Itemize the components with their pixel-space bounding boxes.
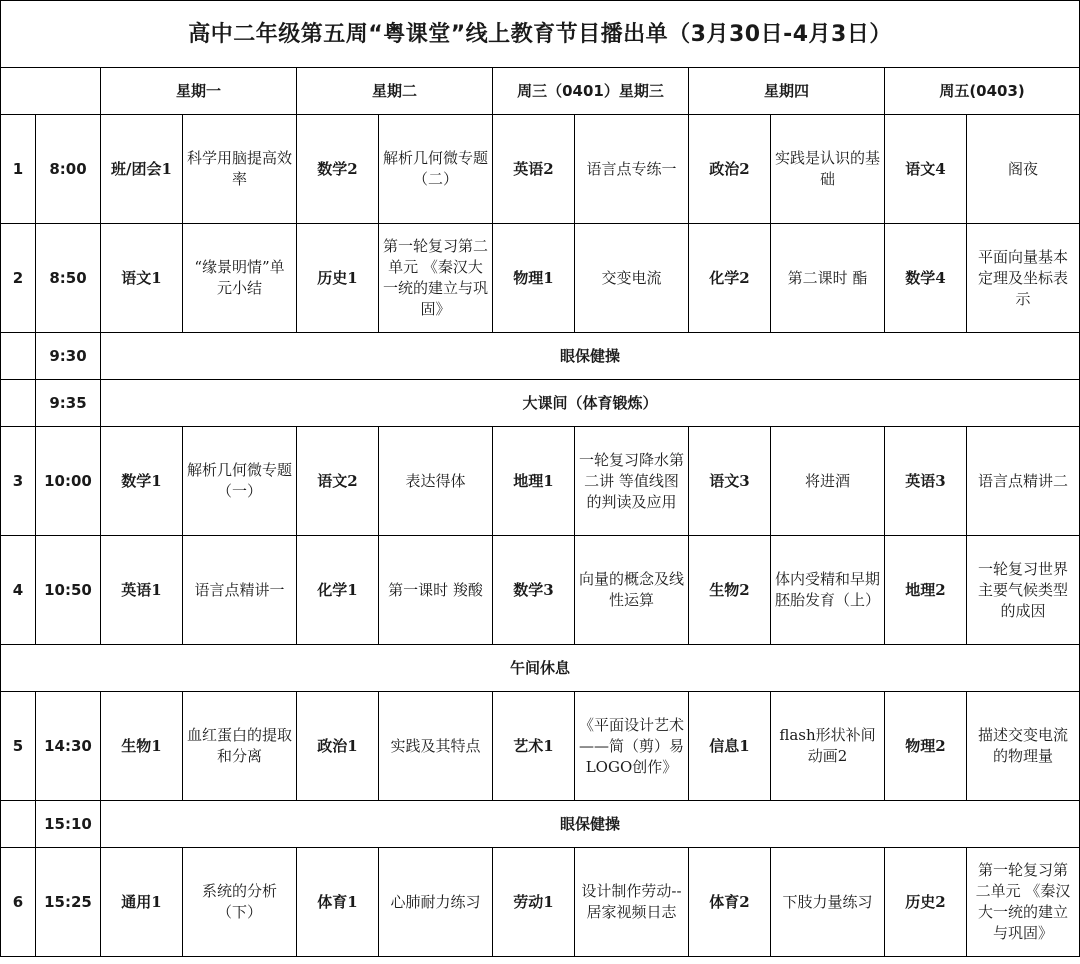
subject-cell (493, 427, 575, 536)
topic-cell: 描述交变电流的物理量 (967, 692, 1080, 801)
day-header: 星期二 (297, 68, 493, 115)
topic-cell: 语言点精讲一 (183, 536, 297, 645)
subject-label: 英语1 (121, 580, 162, 599)
subject-label: 体育2 (709, 892, 750, 911)
period-number: 1 (1, 115, 36, 224)
topic-cell: 第一轮复习第二单元 《秦汉大一统的建立与巩固》 (379, 224, 493, 333)
topic-cell: 一轮复习世界主要气候类型的成因 (967, 536, 1080, 645)
blank-cell (1, 380, 36, 427)
subject-cell (689, 224, 771, 333)
break-label: 眼保健操 (101, 801, 1080, 848)
period-time: 14:30 (36, 692, 101, 801)
subject-cell (297, 115, 379, 224)
subject-cell (101, 115, 183, 224)
subject-cell (297, 848, 379, 957)
subject-cell (885, 427, 967, 536)
subject-cell (493, 115, 575, 224)
subject-label: 数学2 (317, 159, 358, 178)
topic-cell: 解析几何微专题（二） (379, 115, 493, 224)
break-label: 午间休息 (1, 645, 1080, 692)
topic-cell: 一轮复习降水第二讲 等值线图的判读及应用 (575, 427, 689, 536)
topic-cell: 实践及其特点 (379, 692, 493, 801)
topic-cell: 交变电流 (575, 224, 689, 333)
period-time: 15:25 (36, 848, 101, 957)
subject-cell (885, 224, 967, 333)
subject-label: 语文4 (905, 159, 946, 178)
subject-cell (885, 848, 967, 957)
subject-cell (885, 692, 967, 801)
blank-cell (1, 333, 36, 380)
table-row (1, 115, 1080, 224)
subject-label: 生物1 (121, 736, 162, 755)
subject-label: 英语2 (513, 159, 554, 178)
break-row (1, 380, 1080, 427)
topic-cell: 《平面设计艺术——简（剪）易LOGO创作》 (575, 692, 689, 801)
period-number: 2 (1, 224, 36, 333)
subject-cell (297, 692, 379, 801)
subject-cell (493, 224, 575, 333)
period-number: 4 (1, 536, 36, 645)
topic-cell: 向量的概念及线性运算 (575, 536, 689, 645)
day-header: 周三（0401）星期三 (493, 68, 689, 115)
subject-label: 历史1 (317, 268, 358, 287)
subject-label: 语文2 (317, 471, 358, 490)
subject-cell (101, 427, 183, 536)
subject-label: 班/团会1 (111, 159, 172, 178)
subject-cell (493, 692, 575, 801)
break-label: 大课间（体育锻炼） (101, 380, 1080, 427)
subject-label: 语文3 (709, 471, 750, 490)
topic-cell: 平面向量基本定理及坐标表示 (967, 224, 1080, 333)
subject-label: 物理2 (905, 736, 946, 755)
subject-cell (297, 224, 379, 333)
topic-cell: 语言点精讲二 (967, 427, 1080, 536)
period-number: 6 (1, 848, 36, 957)
topic-cell: 将进酒 (771, 427, 885, 536)
topic-cell: 解析几何微专题（一） (183, 427, 297, 536)
subject-label: 数学4 (905, 268, 946, 287)
topic-cell: 下肢力量练习 (771, 848, 885, 957)
topic-cell: 第二课时 酯 (771, 224, 885, 333)
page-title: 高中二年级第五周“粤课堂”线上教育节目播出单（3月30日-4月3日） (1, 1, 1080, 68)
table-row (1, 536, 1080, 645)
table-row (1, 848, 1080, 957)
subject-cell (101, 692, 183, 801)
period-number: 5 (1, 692, 36, 801)
topic-cell: 系统的分析（下） (183, 848, 297, 957)
subject-label: 信息1 (709, 736, 750, 755)
subject-label: 通用1 (121, 892, 162, 911)
subject-cell (297, 536, 379, 645)
break-row (1, 645, 1080, 692)
subject-cell (493, 848, 575, 957)
subject-cell (689, 692, 771, 801)
subject-label: 地理2 (905, 580, 946, 599)
subject-label: 地理1 (513, 471, 554, 490)
topic-cell: flash形状补间动画2 (771, 692, 885, 801)
topic-cell: 语言点专练一 (575, 115, 689, 224)
day-header-row (1, 68, 1080, 115)
topic-cell: 设计制作劳动--居家视频日志 (575, 848, 689, 957)
break-time: 15:10 (36, 801, 101, 848)
subject-cell (101, 224, 183, 333)
break-time: 9:35 (36, 380, 101, 427)
table-row (1, 692, 1080, 801)
day-header: 周五(0403) (885, 68, 1080, 115)
topic-cell: 表达得体 (379, 427, 493, 536)
subject-cell (689, 427, 771, 536)
break-row (1, 333, 1080, 380)
blank-cell (1, 801, 36, 848)
subject-cell (689, 536, 771, 645)
subject-label: 劳动1 (513, 892, 554, 911)
period-time: 8:50 (36, 224, 101, 333)
topic-cell: 血红蛋白的提取和分离 (183, 692, 297, 801)
subject-label: 化学2 (709, 268, 750, 287)
subject-label: 化学1 (317, 580, 358, 599)
subject-label: 物理1 (513, 268, 554, 287)
subject-cell (297, 427, 379, 536)
topic-cell: 第一课时 羧酸 (379, 536, 493, 645)
break-row (1, 801, 1080, 848)
subject-cell (101, 536, 183, 645)
topic-cell: 第一轮复习第二单元 《秦汉大一统的建立与巩固》 (967, 848, 1080, 957)
subject-label: 英语3 (905, 471, 946, 490)
table-row (1, 224, 1080, 333)
period-time: 10:00 (36, 427, 101, 536)
subject-cell (101, 848, 183, 957)
subject-label: 体育1 (317, 892, 358, 911)
corner-cell (1, 68, 101, 115)
topic-cell: 心肺耐力练习 (379, 848, 493, 957)
topic-cell: “缘景明情”单元小结 (183, 224, 297, 333)
subject-label: 语文1 (121, 268, 162, 287)
topic-cell: 阁夜 (967, 115, 1080, 224)
day-header: 星期一 (101, 68, 297, 115)
subject-cell (689, 848, 771, 957)
subject-label: 数学3 (513, 580, 554, 599)
period-time: 10:50 (36, 536, 101, 645)
subject-cell (493, 536, 575, 645)
subject-label: 历史2 (905, 892, 946, 911)
subject-label: 政治2 (709, 159, 750, 178)
subject-label: 生物2 (709, 580, 750, 599)
subject-cell (885, 536, 967, 645)
break-time: 9:30 (36, 333, 101, 380)
day-header: 星期四 (689, 68, 885, 115)
subject-cell (689, 115, 771, 224)
break-label: 眼保健操 (101, 333, 1080, 380)
topic-cell: 实践是认识的基础 (771, 115, 885, 224)
period-time: 8:00 (36, 115, 101, 224)
table-row (1, 427, 1080, 536)
period-number: 3 (1, 427, 36, 536)
subject-cell (885, 115, 967, 224)
subject-label: 艺术1 (513, 736, 554, 755)
subject-label: 政治1 (317, 736, 358, 755)
topic-cell: 体内受精和早期胚胎发育（上） (771, 536, 885, 645)
topic-cell: 科学用脑提高效率 (183, 115, 297, 224)
subject-label: 数学1 (121, 471, 162, 490)
